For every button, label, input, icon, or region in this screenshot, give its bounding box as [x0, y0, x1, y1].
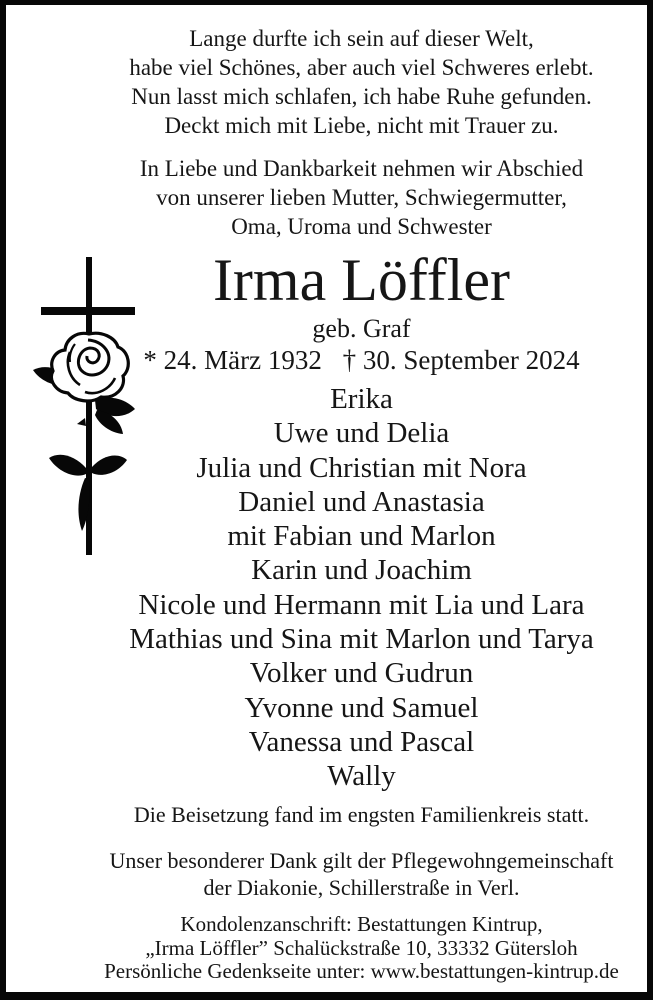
- birth-date: * 24. März 1932: [143, 345, 322, 375]
- mourner-line: Uwe und Delia: [273, 417, 450, 450]
- intro-line: Oma, Uroma und Schwester: [231, 214, 492, 239]
- intro-line: von unserer lieben Mutter, Schwiegermutter,: [156, 185, 567, 210]
- thanks-line: der Diakonie, Schillerstraße in Verl.: [203, 874, 520, 900]
- mourner-line: Mathias und Sina mit Marlon und Tarya: [129, 623, 594, 656]
- life-dates: [76, 345, 647, 375]
- condolence-line: „Irma Löffler” Schalückstraße 10, 33332 Gütersloh: [145, 935, 578, 960]
- poem: [76, 24, 647, 140]
- poem-line: Deckt mich mit Liebe, nicht mit Trauer zu.: [164, 113, 559, 138]
- mourner-line: mit Fabian und Marlon: [227, 520, 496, 553]
- thanks-note: [76, 848, 647, 901]
- farewell-intro: [76, 154, 647, 241]
- mourner-line: Karin und Joachim: [251, 554, 472, 587]
- mourner-line: Volker und Gudrun: [249, 657, 474, 690]
- mourner-line: Erika: [330, 383, 393, 415]
- condolence-info: [76, 913, 647, 984]
- intro-line: In Liebe und Dankbarkeit nehmen wir Abschied: [139, 156, 584, 181]
- mourners-list: [76, 382, 647, 794]
- thanks-line: Unser besonderer Dank gilt der Pflegewohngemeinschaft: [109, 848, 614, 873]
- mourner-line: Vanessa und Pascal: [248, 725, 475, 758]
- death-date: † 30. September 2024: [342, 345, 580, 375]
- maiden-name: geb. Graf: [312, 314, 411, 343]
- mourner-line: Julia und Christian mit Nora: [196, 451, 527, 484]
- condolence-line: Kondolenzanschrift: Bestattungen Kintrup,: [180, 912, 543, 936]
- condolence-line: Persönliche Gedenkseite unter: www.bestattungen-kintrup.de: [104, 959, 619, 983]
- poem-line: Nun lasst mich schlafen, ich habe Ruhe gefunden.: [131, 84, 592, 109]
- mourner-line: Daniel und Anastasia: [238, 485, 485, 518]
- deceased-name: Irma Löffler: [212, 247, 511, 313]
- mourner-line: Yvonne und Samuel: [244, 691, 479, 724]
- poem-line: habe viel Schönes, aber auch viel Schweres erlebt.: [129, 55, 594, 80]
- mourner-line: Wally: [327, 760, 396, 793]
- poem-line: Lange durfte ich sein auf dieser Welt,: [189, 26, 534, 51]
- mourner-line: Nicole und Hermann mit Lia und Lara: [138, 588, 585, 621]
- burial-note: Die Beisetzung fand im engsten Familienkreis statt.: [133, 802, 590, 827]
